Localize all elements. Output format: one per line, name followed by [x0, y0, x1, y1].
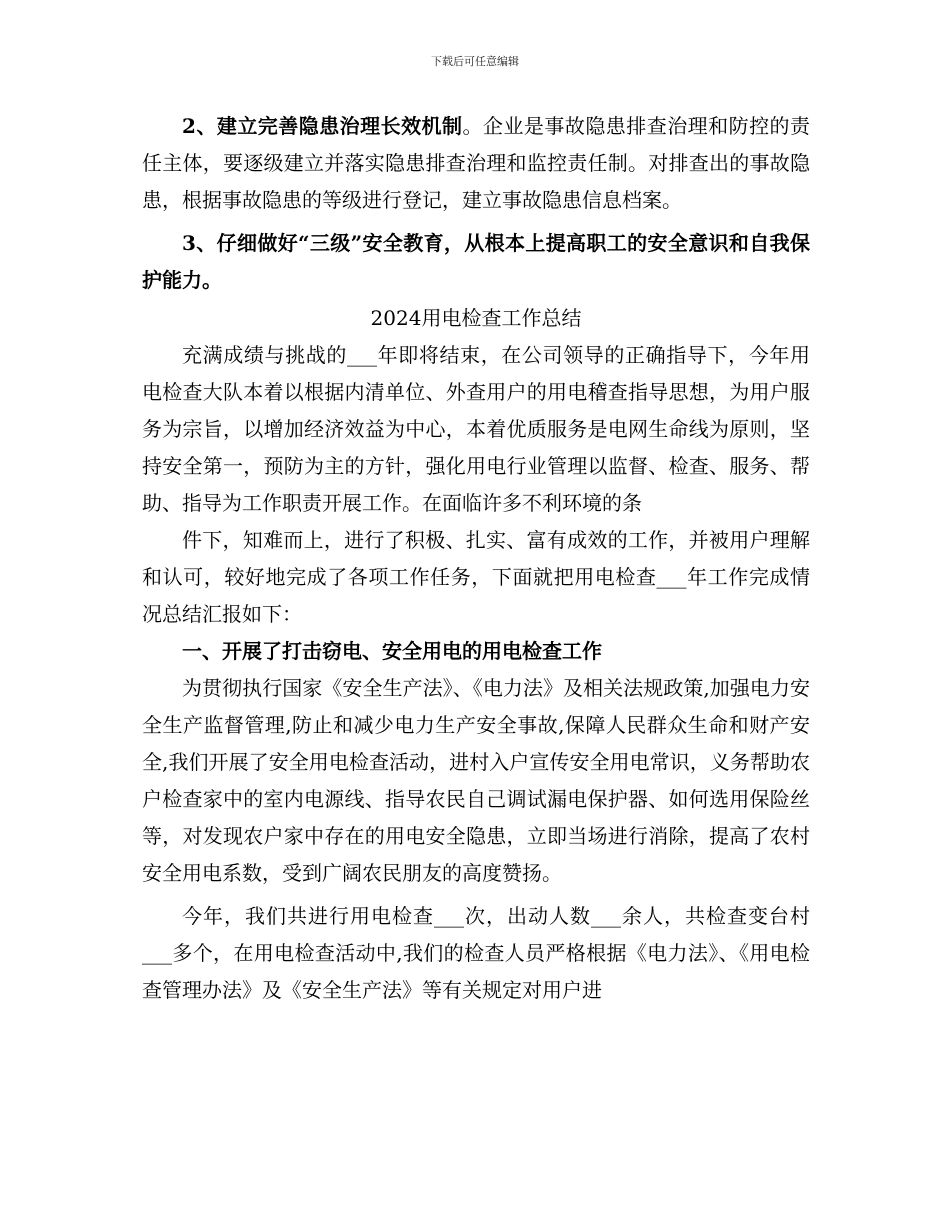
paragraph-mechanism	[142, 108, 810, 219]
paragraph-mechanism-text: 。企业是事故隐患排查治理和防控的责任主体，要逐级建立并落实隐患排查治理和监控责任制。对排查出的事故隐患，根据事故隐患的等级进行登记，建立事故隐患信息档案。	[142, 114, 811, 212]
paragraph-mechanism-heading: 2、建立完善隐患治理长效机制	[182, 114, 463, 138]
document-body	[142, 108, 810, 1009]
section-heading-1: 一、开展了打击窃电、安全用电的用电检查工作	[182, 639, 602, 663]
page-header-note: 下载后可任意编辑	[431, 55, 519, 68]
paragraph-intro: 充满成绩与挑战的___年即将结束，在公司领导的正确指导下，今年用电检查大队本着以根据内清单位、外查用户的用电稽查指导思想，为用户服务为宗旨，以增加经济效益为中心，本着优质服务是电网生命线为原则，坚持安全第一，预防为主的方针，强化用电行业管理以监督、检查、服务、帮助、指导为工作职责开展工作。在面临许多不利环境的条	[142, 343, 810, 515]
paragraph-intro-continued: 件下，知难而上，进行了积极、扎实、富有成效的工作，并被用户理解和认可，较好地完成了各项工作任务，下面就把用电检查___年工作完成情况总结汇报如下：	[142, 528, 810, 626]
paragraph-check-stats: 今年，我们共进行用电检查___次，出动人数___余人，共检查变台村___多个，在用电检查活动中,我们的检查人员严格根据《电力法》、《用电检查管理办法》及《安全生产法》等有关规定对用户进	[142, 904, 810, 1002]
paragraph-safety-education: 3、仔细做好“三级”安全教育，从根本上提高职工的安全意识和自我保护能力。	[142, 231, 810, 292]
document-title: 2024用电检查工作总结	[370, 306, 582, 330]
paragraph-safety-check: 为贯彻执行国家《安全生产法》、《电力法》及相关法规政策,加强电力安全生产监督管理,防止和减少电力生产安全事故,保障人民群众生命和财产安全,我们开展了安全用电检查活动，进村入户宣传安全用电常识，义务帮助农户检查家中的室内电源线、指导农民自己调试漏电保护器、如何选用保险丝等，对发现农户家中存在的用电安全隐患，立即当场进行消除，提高了农村安全用电系数，受到广阔农民朋友的高度赞扬。	[142, 676, 810, 885]
